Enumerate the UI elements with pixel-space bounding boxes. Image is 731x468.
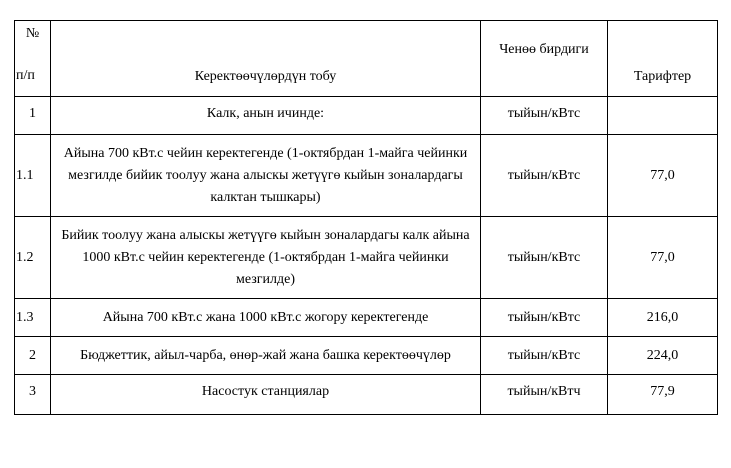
- header-number-sub: п/п: [16, 68, 35, 83]
- row-unit: тыйын/кВтч: [481, 375, 608, 415]
- row-number: 2: [15, 337, 51, 375]
- row-number: 1.1: [15, 135, 51, 217]
- tariff-table: [14, 20, 718, 415]
- row-name: Айына 700 кВт.с жана 1000 кВт.с жогору керектегенде: [51, 299, 481, 337]
- row-number: 3: [15, 375, 51, 415]
- row-tariff: 77,9: [608, 375, 718, 415]
- row-unit: тыйын/кВтс: [481, 135, 608, 217]
- table-row: [15, 97, 718, 135]
- row-tariff: 77,0: [608, 217, 718, 299]
- row-unit: тыйын/кВтс: [481, 299, 608, 337]
- row-tariff: 224,0: [608, 337, 718, 375]
- table-row: [15, 135, 718, 217]
- row-tariff: 77,0: [608, 135, 718, 217]
- row-number: 1.3: [15, 299, 51, 337]
- header-unit: Ченөө бирдиги: [481, 21, 608, 97]
- row-name: Насостук станциялар: [51, 375, 481, 415]
- table-header-row: [15, 21, 718, 97]
- row-name: Бюджеттик, айыл-чарба, өнөр-жай жана башка керектөөчүлөр: [51, 337, 481, 375]
- row-unit: тыйын/кВтс: [481, 217, 608, 299]
- row-tariff: [608, 97, 718, 135]
- table-row: [15, 299, 718, 337]
- row-name: Калк, анын ичинде:: [51, 97, 481, 135]
- row-name: Бийик тоолуу жана алыскы жетүүгө кыйын зоналардагы калк айына 1000 кВт.с чейин керектегенде (1-октябрдан 1-майга чейинки мезгилде): [51, 217, 481, 299]
- table-row: [15, 375, 718, 415]
- header-number-symbol: №: [25, 26, 40, 41]
- header-tariff: Тарифтер: [608, 21, 718, 97]
- header-category: Керектөөчүлөрдүн тобу: [51, 21, 481, 97]
- table-row: [15, 337, 718, 375]
- table-row: [15, 217, 718, 299]
- row-unit: тыйын/кВтс: [481, 97, 608, 135]
- row-number: 1.2: [15, 217, 51, 299]
- row-number: 1: [15, 97, 51, 135]
- row-name: Айына 700 кВт.с чейин керектегенде (1-октябрдан 1-майга чейинки мезгилде бийик тоолуу жана алыскы жетүүгө кыйын зоналардагы калктан тышкары): [51, 135, 481, 217]
- row-tariff: 216,0: [608, 299, 718, 337]
- row-unit: тыйын/кВтс: [481, 337, 608, 375]
- header-number-cell: [15, 21, 51, 97]
